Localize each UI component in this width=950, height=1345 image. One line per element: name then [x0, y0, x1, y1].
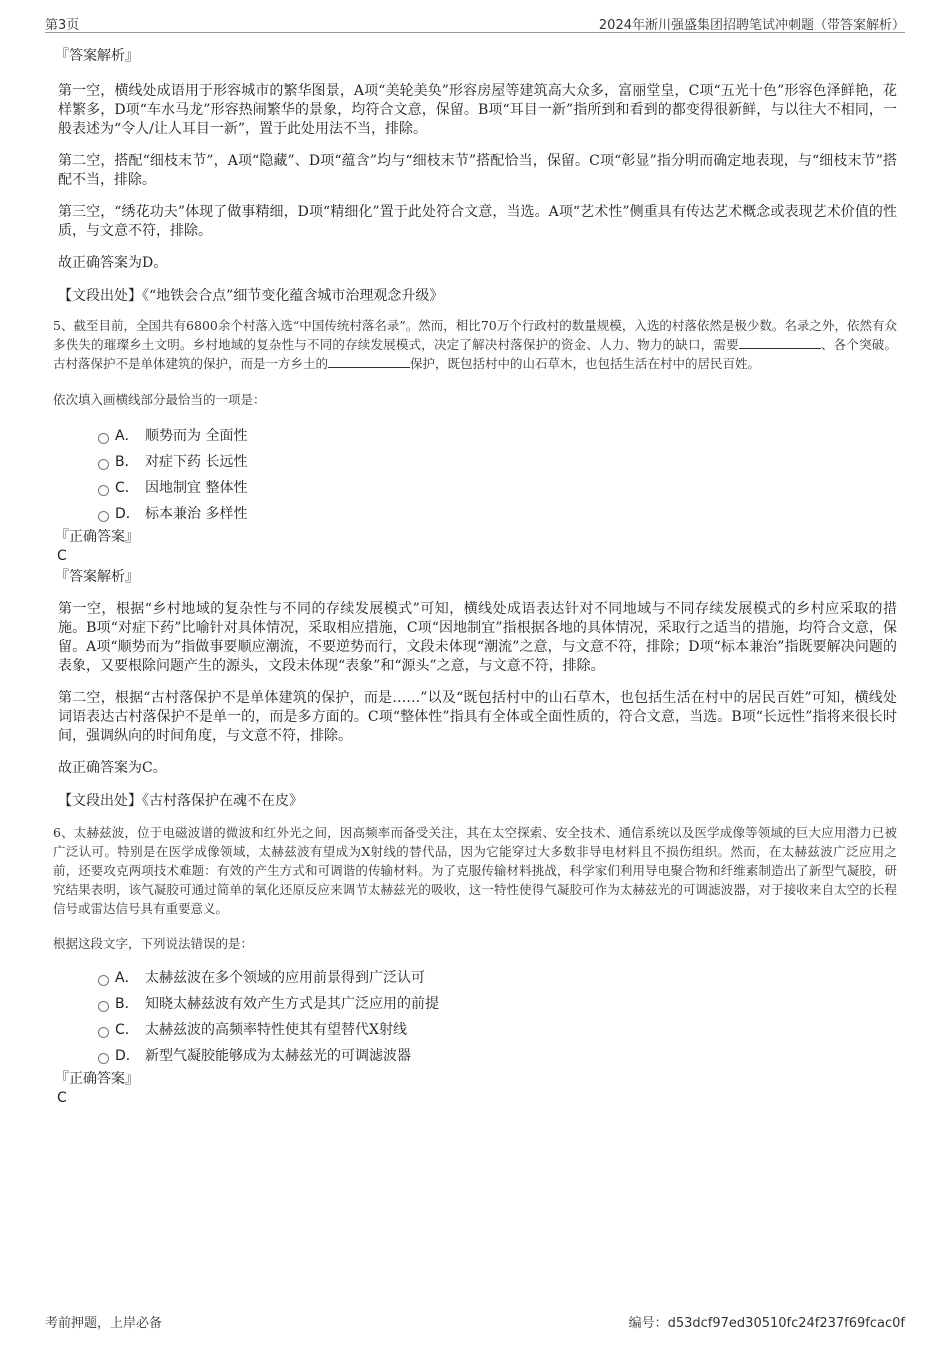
q5-option-d[interactable] [55, 501, 897, 527]
page-header [45, 12, 905, 33]
q5-conclusion: 故正确答案为C。 [58, 760, 167, 776]
q5-answer-label: 『正确答案』 [55, 529, 139, 545]
q5-option-c[interactable] [55, 475, 897, 501]
q4-source: 【文段出处】《“地铁会合点”细节变化蕴含城市治理观念升级》 [58, 288, 444, 304]
q4-analysis-paragraph: 第三空，“绣花功夫”体现了做事精细，D项“精细化”置于此处符合文意，当选。A项“艺术性”侧重具有传达艺术概念或表现艺术价值的性质，与文意不符，排除。 [58, 204, 897, 239]
radio-button[interactable] [98, 975, 109, 986]
page-number: 第3页 [45, 18, 80, 33]
document-id: 编号：d53dcf97ed30510fc24f237f69fcac0f [628, 1316, 905, 1331]
option-letter: D． [115, 1048, 140, 1064]
q6-option-b[interactable] [55, 991, 897, 1017]
q4-analysis-paragraph: 第一空，横线处成语用于形容城市的繁华图景，A项“美轮美奂”形容房屋等建筑高大众多，富丽堂皇，C项“五光十色”形容色泽鲜艳，花样繁多，D项“车水马龙”形容热闹繁华的景象，均符合文意，保留。B项“耳目一新”指所到和看到的都变得很新鲜，与以往大不相同，一般表述为“令人/让人耳目一新”，置于此处用法不当，排除。 [58, 83, 897, 137]
option-text: 因地制宜 整体性 [145, 480, 248, 496]
option-text: 太赫兹波在多个领域的应用前景得到广泛认可 [145, 970, 425, 986]
q5-answer: C [57, 548, 67, 564]
q4-conclusion: 故正确答案为D。 [58, 255, 168, 271]
option-letter: B． [115, 996, 139, 1012]
footer-slogan: 考前押题，上岸必备 [45, 1316, 163, 1331]
page-content [55, 44, 897, 1107]
blank-line [739, 336, 821, 349]
option-letter: A． [115, 970, 139, 986]
radio-button[interactable] [98, 1053, 109, 1064]
option-letter: C． [115, 480, 139, 496]
option-text: 知晓太赫兹波有效产生方式是其广泛应用的前提 [145, 996, 439, 1012]
option-text: 太赫兹波的高频率特性使其有望替代X射线 [145, 1022, 407, 1038]
option-text: 对症下药 长远性 [145, 454, 248, 470]
radio-button[interactable] [98, 1027, 109, 1038]
radio-button[interactable] [98, 459, 109, 470]
q5-analysis-label: 『答案解析』 [55, 569, 139, 585]
option-text: 顺势而为 全面性 [145, 428, 248, 444]
q5-stem-text-3: 保护，既包括村中的山石草木，也包括生活在村中的居民百姓。 [410, 356, 761, 371]
option-text: 新型气凝胶能够成为太赫兹光的可调滤波器 [145, 1048, 411, 1064]
page-footer [45, 1312, 905, 1332]
q5-option-a[interactable] [55, 423, 897, 449]
radio-button[interactable] [98, 433, 109, 444]
q5-stem-text-2: 、各个突破。古村落保护不是单体建筑的保护，而是一方乡土的 [53, 337, 897, 371]
q5-prompt: 依次填入画横线部分最恰当的一项是： [53, 392, 266, 407]
q5-analysis-paragraph: 第一空，根据“乡村地域的复杂性与不同的存续发展模式”可知，横线处成语表达针对不同地域与不同存续发展模式的乡村应采取的措施。B项“对症下药”比喻针对具体情况，采取相应措施，C项“因地制宜”指根据各地的具体情况，采取行之适当的措施，均符合文意，保留。A项“顺势而为”指做事要顺应潮流，不要逆势而行，文段未体现“潮流”之意，与文意不符，排除；D项“标本兼治”指既要解决问题的表象，又要根除问题产生的源头，文段未体现“表象”和“源头”之意，与文意不符，排除。 [58, 601, 897, 674]
q5-source: 【文段出处】《古村落保护在魂不在皮》 [58, 793, 303, 809]
option-letter: A． [115, 428, 139, 444]
option-letter: B． [115, 454, 139, 470]
q6-answer: C [57, 1090, 67, 1106]
q6-stem: 6、太赫兹波，位于电磁波谱的微波和红外光之间，因高频率而备受关注，其在太空探索、安全技术、通信系统以及医学成像等领域的巨大应用潜力已被广泛认可。特别是在医学成像领域，太赫兹波有望成为X射线的替代品，因为它能穿过大多数非导电材料且不损伤组织。然而，在太赫兹波广泛应用之前，还要攻克两项技术难题：有效的产生方式和可调谐的传输材料。为了克服传输材料挑战，科学家们利用导电聚合物和纤维素制造出了新型气凝胶，研究结果表明，该气凝胶可通过简单的氧化还原反应来调节太赫兹光的吸收，这一特性使得气凝胶可作为太赫兹光的可调滤波器，对于接收来自太空的长程信号或雷达信号具有重要意义。 [53, 825, 897, 916]
q6-option-c[interactable] [55, 1017, 897, 1043]
radio-button[interactable] [98, 1001, 109, 1012]
q6-option-a[interactable] [55, 965, 897, 991]
option-text: 标本兼治 多样性 [145, 506, 248, 522]
q6-option-d[interactable] [55, 1043, 897, 1069]
document-title: 2024年淅川强盛集团招聘笔试冲刺题（带答案解析） [598, 18, 905, 33]
q5-stem [53, 316, 897, 373]
q4-analysis-paragraph: 第二空，搭配“细枝末节”，A项“隐藏”、D项“蕴含”均与“细枝末节”搭配恰当，保留。C项“彰显”指分明而确定地表现，与“细枝末节”搭配不当，排除。 [58, 153, 897, 188]
radio-button[interactable] [98, 511, 109, 522]
q6-answer-label: 『正确答案』 [55, 1071, 139, 1087]
option-letter: C． [115, 1022, 139, 1038]
q5-analysis-paragraph: 第二空，根据“古村落保护不是单体建筑的保护，而是……”以及“既包括村中的山石草木，也包括生活在村中的居民百姓”可知，横线处词语表达古村落保护不是单一的，而是多方面的。C项“整体性”指具有全体或全面性质的，符合文意，当选。B项“长远性”指将来很长时间，强调纵向的时间角度，与文意不符，排除。 [58, 690, 897, 744]
q5-option-b[interactable] [55, 449, 897, 475]
option-letter: D． [115, 506, 140, 522]
radio-button[interactable] [98, 485, 109, 496]
q6-options [55, 965, 897, 1069]
q5-stem-text-1: 5、截至目前，全国共有6800余个村落入选“中国传统村落名录”。然而，相比70万个行政村的数量规模，入选的村落依然是极少数。名录之外，依然有众多佚失的璀璨乡土文明。乡村地域的复杂性与不同的存续发展模式，决定了解决村落保护的资金、人力、物力的缺口，需要 [53, 318, 897, 352]
q5-options [55, 423, 897, 527]
q6-prompt: 根据这段文字，下列说法错误的是： [53, 936, 254, 951]
q4-analysis-label: 『答案解析』 [55, 48, 139, 64]
blank-line [328, 355, 410, 368]
